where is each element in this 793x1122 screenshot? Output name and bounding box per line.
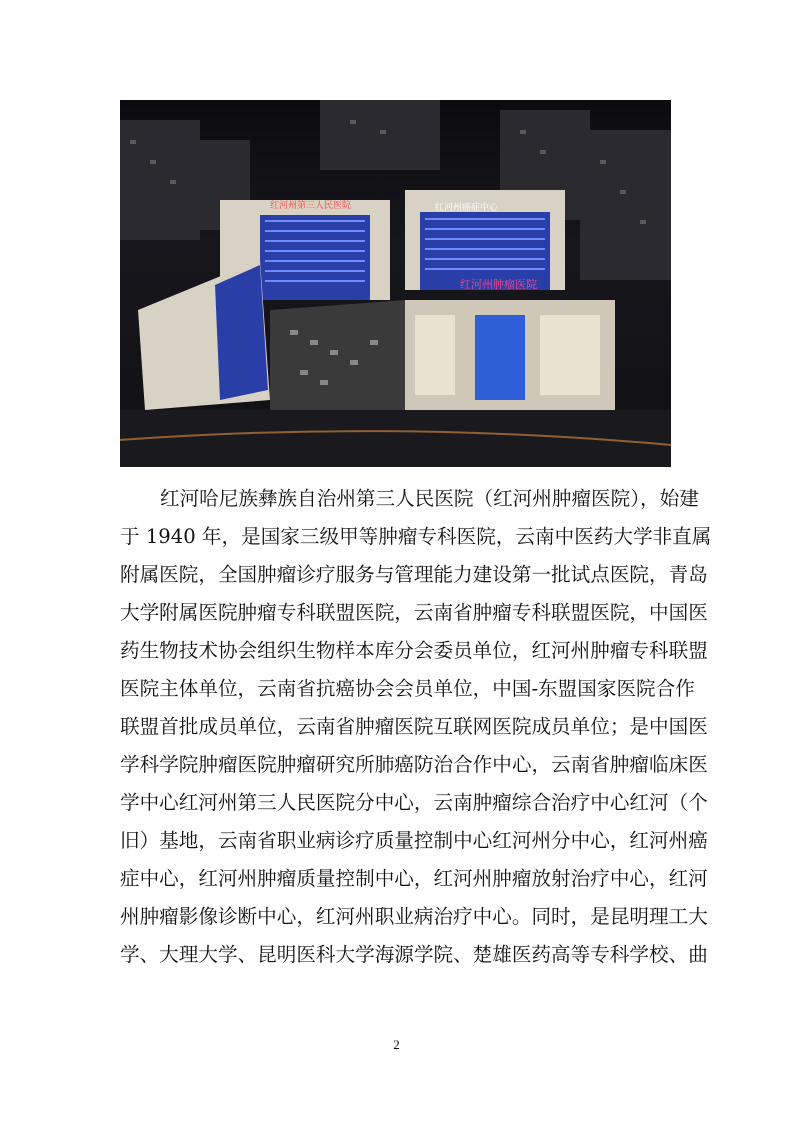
paragraph-line: 学、大理大学、昆明医科大学海源学院、楚雄医药高等专科学校、曲 — [120, 943, 708, 966]
paragraph-line: 于 1940 年，是国家三级甲等肿瘤专科医院，云南中医药大学非直属 — [120, 525, 712, 548]
paragraph-line: 红河哈尼族彝族自治州第三人民医院（红河州肿瘤医院），始建 — [160, 487, 699, 510]
page-number: 2 — [393, 1037, 400, 1052]
paragraph-line: 症中心，红河州肿瘤质量控制中心，红河州肿瘤放射治疗中心，红河 — [120, 867, 708, 890]
paragraph-line: 州肿瘤影像诊断中心，红河州职业病治疗中心。同时，是昆明理工大 — [120, 905, 708, 928]
hospital-illustration — [120, 100, 671, 467]
hospital-photo — [120, 100, 671, 467]
body-paragraph — [120, 480, 712, 974]
paragraph-line: 医院主体单位，云南省抗癌协会会员单位，中国-东盟国家医院合作 — [120, 677, 695, 700]
paragraph-line: 学中心红河州第三人民医院分中心，云南肿瘤综合治疗中心红河（个 — [120, 791, 708, 814]
paragraph-line: 大学附属医院肿瘤专科联盟医院，云南省肿瘤专科联盟医院，中国医 — [120, 601, 708, 624]
paragraph-line: 旧）基地，云南省职业病诊疗质量控制中心红河州分中心，红河州癌 — [120, 829, 708, 852]
paragraph-line: 联盟首批成员单位，云南省肿瘤医院互联网医院成员单位；是中国医 — [120, 715, 708, 738]
sign-tumor-hospital: 红河州肿瘤医院 — [460, 278, 537, 291]
paragraph-line: 药生物技术协会组织生物样本库分会委员单位，红河州肿瘤专科联盟 — [120, 639, 708, 662]
sign-cancer-center: 红河州癌症中心 — [435, 203, 499, 213]
paragraph-line: 附属医院，全国肿瘤诊疗服务与管理能力建设第一批试点医院，青岛 — [120, 563, 708, 586]
paragraph-line: 学科学院肿瘤医院肿瘤研究所肺癌防治合作中心，云南省肿瘤临床医 — [120, 753, 708, 776]
sign-hospital-name: 红河州第三人民医院 — [270, 201, 352, 211]
